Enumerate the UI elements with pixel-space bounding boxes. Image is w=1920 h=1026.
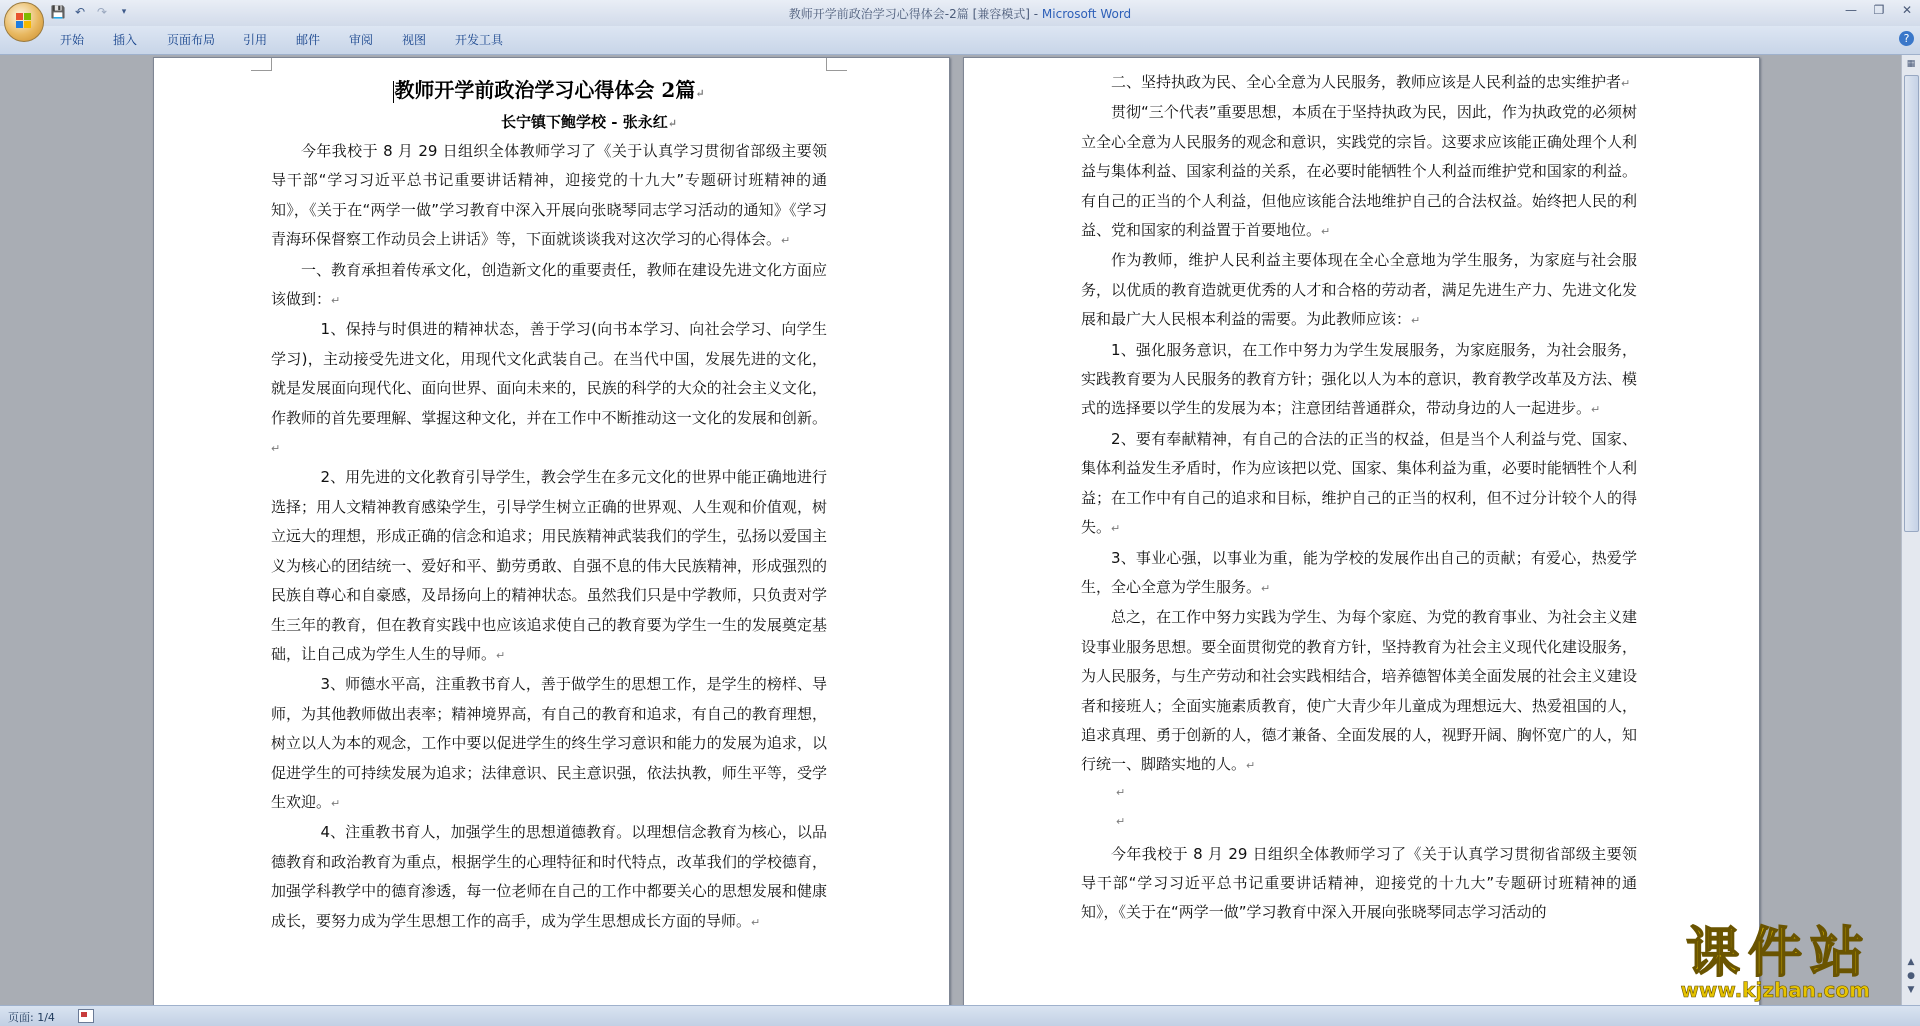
window-title — [0, 5, 1920, 22]
paragraph: 二、坚持执政为民、全心全意为人民服务，教师应该是人民利益的忠实维护者↵ — [1111, 73, 1631, 91]
paragraph: 作为教师，维护人民利益主要体现在全心全意地为学生服务，为家庭与社会服务，以优质的教育造就更优秀的人才和合格的劳动者，满足先进生产力、先进文化发展和最广大人民根本利益的需要。为此教师应该：↵ — [1081, 251, 1637, 329]
paragraph: 3、事业心强，以事业为重，能为学校的发展作出自己的贡献；有爱心，热爱学生，全心全意为学生服务。↵ — [1081, 548, 1637, 596]
empty-paragraph: ↵ — [1116, 815, 1126, 829]
tab-mailings[interactable]: 邮件 — [296, 33, 321, 47]
ruler-toggle-icon[interactable]: ▦ — [1906, 59, 1916, 69]
paragraph: 3、师德水平高，注重教书育人，善于做学生的思想工作，是学生的榜样、导师，为其他教师做出表率；精神境界高，有自己的教育和追求，有自己的教育理想，树立以人为本的观念，工作中要以促进学生的终生学习意识和能力的发展为追求，以促进学生的可持续发展为追求；法律意识、民主意识强，依法执教，师生平等，受学生欢迎。↵ — [271, 675, 827, 811]
page-number-status[interactable]: 页面: 1/4 — [8, 1011, 55, 1024]
ribbon-tab-bar — [0, 26, 1920, 55]
document-subtitle-text: 长宁镇下鲍学校 - 张永红 — [501, 113, 668, 131]
scroll-up-icon[interactable]: ▲ — [1907, 957, 1915, 967]
scroll-down-icon[interactable]: ▼ — [1907, 985, 1915, 995]
paragraph: 今年我校于 8 月 29 日组织全体教师学习了《关于认真学习贯彻省部级主要领导干部“学习习近平总书记重要讲话精神，迎接党的十九大”专题研讨班精神的通知》，《关于在“两学一做”学习教育中深入开展向张晓琴同志学习活动的 — [1081, 844, 1637, 922]
paragraph: 总之，在工作中努力实践为学生、为每个家庭、为党的教育事业、为社会主义建设事业服务思想。要全面贯彻党的教育方针，坚持教育为社会主义现代化建设服务，为人民服务，与生产劳动和社会实践相结合，培养德智体美全面发展的社会主义建设者和接班人；全面实施素质教育，使广大青少年儿童成为理想远大、热爱祖国的人，追求真理、勇于创新的人，德才兼备、全面发展的人，视野开阔、胸怀宽广的人，知行统一、脚踏实地的人。↵ — [1081, 608, 1637, 774]
undo-icon[interactable]: ↶ — [74, 5, 86, 19]
scrollbar-thumb[interactable] — [1904, 75, 1919, 532]
close-icon[interactable]: ✕ — [1901, 3, 1913, 17]
paragraph: 4、注重教书育人，加强学生的思想道德教育。以理想信念教育为核心，以品德教育和政治教育为重点，根据学生的心理特征和时代特点，改革我们的学校德育，加强学科教学中的德育渗透，每一位老师在自己的工作中都要关心的思想发展和健康成长，要努力成为学生思想工作的高手，成为学生思想成长方面的导师。↵ — [271, 823, 827, 930]
paragraph: 贯彻“三个代表”重要思想，本质在于坚持执政为民，因此，作为执政党的必须树立全心全意为人民服务的观念和意识，实践党的宗旨。这要求应该能正确处理个人利益与集体利益、国家利益的关系，在必要时能牺牲个人利益而维护党和国家的利益。有自己的正当的个人利益，但他应该能合法地维护自己的合法权益。始终把人民的利益、党和国家的利益置于首要地位。↵ — [1081, 103, 1637, 240]
window-title-app: Microsoft Word — [1041, 7, 1132, 21]
document-title-text: 教师开学前政治学习心得体会 2篇 — [394, 78, 696, 102]
minimize-icon[interactable]: — — [1845, 3, 1857, 17]
tab-developer[interactable]: 开发工具 — [455, 33, 504, 47]
help-icon[interactable]: ? — [1899, 31, 1914, 46]
tab-references[interactable]: 引用 — [243, 33, 268, 47]
watermark-url: www.kjzhan.com — [1680, 978, 1870, 1002]
title-bar — [0, 0, 1920, 26]
office-button[interactable] — [4, 2, 44, 42]
empty-paragraph: ↵ — [1116, 785, 1126, 799]
watermark-logo: 课件站 — [1686, 921, 1872, 984]
redo-icon[interactable]: ↷ — [96, 5, 108, 19]
paragraph: 2、用先进的文化教育引导学生，教会学生在多元文化的世界中能正确地进行选择；用人文精神教育感染学生，引导学生树立正确的世界观、人生观和价值观，树立远大的理想，形成正确的信念和追求；用民族精神武装我们的学生，弘扬以爱国主义为核心的团结统一、爱好和平、勤劳勇敢、自强不息的伟大民族精神，形成强烈的民族自尊心和自豪感，及昂扬向上的精神状态。虽然我们只是中学教师，只负责对学生三年的教育，但在教育实践中也应该追求使自己的教育要为学生一生的发展奠定基础，让自己成为学生人生的导师。↵ — [271, 468, 827, 663]
maximize-icon[interactable]: ❐ — [1873, 3, 1885, 17]
page-text-right — [1081, 68, 1637, 928]
paragraph: 今年我校于 8 月 29 日组织全体教师学习了《关于认真学习贯彻省部级主要领导干部“学习习近平总书记重要讲话精神，迎接党的十九大”专题研讨班精神的通知》，《关于在“两学一做”学习教育中深入开展向张晓琴同志学习活动的通知》《学习青海环保督察工作动员会上讲话》等，下面就谈谈我对这次学习的心得体会。↵ — [271, 142, 827, 249]
customize-icon[interactable]: ▾ — [121, 7, 127, 17]
proofing-status-icon[interactable] — [78, 1009, 94, 1023]
paragraph: 一、教育承担着传承文化，创造新文化的重要责任，教师在建设先进文化方面应该做到：↵ — [271, 260, 827, 309]
tab-home[interactable]: 开始 — [60, 33, 85, 47]
tab-insert[interactable]: 插入 — [113, 33, 138, 47]
window-controls — [1844, 3, 1914, 17]
document-page-right[interactable] — [963, 57, 1760, 1005]
window-title-doc: 教师开学前政治学习心得体会-2篇 [兼容模式] - — [788, 7, 1042, 21]
tab-review[interactable]: 审阅 — [349, 33, 374, 47]
paragraph: 1、保持与时俱进的精神状态，善于学习(向书本学习、向社会学习、向学生学习)，主动接受先进文化，用现代文化武装自己。在当代中国，发展先进的文化，就是发展面向现代化、面向世界、面向未来的，民族的科学的大众的社会主义文化，作教师的首先要理解、掌握这种文化，并在工作中不断推动这一文化的发展和创新。↵ — [271, 320, 827, 456]
tab-page-layout[interactable]: 页面布局 — [167, 33, 216, 47]
page-text-left — [271, 75, 827, 937]
save-icon[interactable]: 💾 — [50, 5, 66, 19]
paragraph: 2、要有奉献精神，有自己的合法的正当的权益，但是当个人利益与党、国家、集体利益发生矛盾时，作为应该把以党、国家、集体利益为重，必要时能牺牲个人利益；在工作中有自己的追求和目标，维护自己的正当的权利，但不过分计较个人的得失。↵ — [1081, 429, 1637, 537]
vertical-scrollbar[interactable] — [1901, 55, 1920, 1005]
crop-mark — [251, 58, 272, 71]
tab-view[interactable]: 视图 — [402, 33, 427, 47]
document-page-left[interactable] — [153, 57, 950, 1005]
select-browse-object-icon[interactable]: ● — [1907, 971, 1915, 981]
crop-mark — [826, 58, 847, 71]
status-bar — [0, 1005, 1920, 1026]
document-area[interactable] — [0, 55, 1902, 1005]
document-title: 教师开学前政治学习心得体会 2篇↵ — [394, 78, 705, 102]
document-subtitle: 长宁镇下鲍学校 - 张永红↵ — [501, 113, 677, 131]
office-logo-icon — [16, 13, 32, 29]
paragraph: 1、强化服务意识，在工作中努力为学生发展服务，为家庭服务，为社会服务，实践教育要为人民服务的教育方针；强化以人为本的意识，教育教学改革及方法、模式的选择要以学生的发展为本；注意团结普通群众，带动身边的人一起进步。↵ — [1081, 340, 1637, 418]
